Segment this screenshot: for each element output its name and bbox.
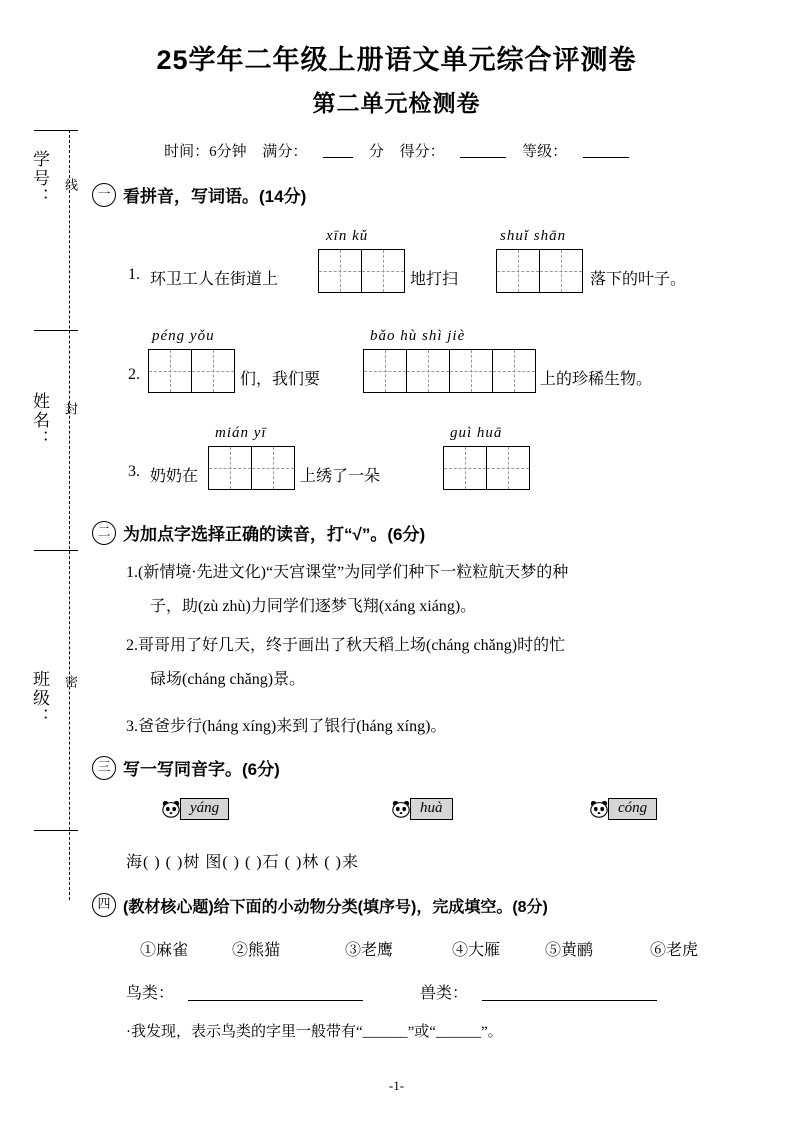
q4-bird-label: 鸟类： <box>126 985 175 1002</box>
tianzige-cell[interactable] <box>252 447 294 489</box>
time-label: 时间：6分钟 <box>164 144 247 160</box>
q1-row2-grid-2[interactable] <box>363 349 536 393</box>
panda-icon <box>390 799 412 819</box>
student-name-label: 姓名： <box>30 392 49 449</box>
section-heading-3 <box>92 755 280 780</box>
q1-row2-pinyin-2: bǎo hù shì jiè <box>370 328 466 344</box>
q1-row2-grid-1[interactable] <box>148 349 235 393</box>
q1-row3-mid: 上绣了一朵 <box>300 468 381 485</box>
tianzige-cell[interactable] <box>444 447 487 489</box>
q1-row2-tail: 上的珍稀生物。 <box>540 371 653 388</box>
section-title-1: 看拼音，写词语。(14分) <box>123 187 307 206</box>
q4-finding-line[interactable]: ·我发现，表示鸟类的字里一般带有“______”或“______”。 <box>126 1024 503 1040</box>
dashed-fold-line <box>69 130 70 900</box>
tianzige-cell[interactable] <box>407 350 450 392</box>
q1-row1-grid-2[interactable] <box>496 249 583 293</box>
score-label: 得分： <box>399 144 445 160</box>
q4-option-5: ⑤黄鹂 <box>545 942 594 959</box>
homophone-tag-3 <box>588 798 657 820</box>
tianzige-cell[interactable] <box>364 350 407 392</box>
q1-row1-pinyin-1: xīn kǔ <box>326 228 369 244</box>
margin-divider <box>34 550 78 551</box>
seal-char-xian: 线 <box>63 178 78 192</box>
tianzige-cell[interactable] <box>497 250 540 292</box>
page-subtitle: 第二单元检测卷 <box>312 90 481 116</box>
homophone-tag-1 <box>160 798 229 820</box>
section-heading-2 <box>92 520 425 545</box>
q1-row2-number: 2. <box>128 366 140 383</box>
section-title-2: 为加点字选择正确的读音，打“√”。(6分) <box>123 525 426 544</box>
q1-row1-tail: 落下的叶子。 <box>590 271 687 288</box>
q1-row3-grid-2[interactable] <box>443 446 530 490</box>
section-index-3: 三 <box>92 756 116 780</box>
section-heading-4 <box>92 893 548 917</box>
homophone-tag-1-text: yáng <box>180 798 229 820</box>
q4-beast-blank[interactable] <box>482 1000 657 1001</box>
tianzige-cell[interactable] <box>319 250 362 292</box>
panda-icon <box>588 799 610 819</box>
q1-row2-pinyin-1: péng yǒu <box>152 328 215 344</box>
student-id-label: 学号： <box>30 150 49 207</box>
tianzige-cell[interactable] <box>450 350 493 392</box>
margin-divider <box>34 330 78 331</box>
section-index-4: 四 <box>92 893 116 917</box>
tianzige-cell[interactable] <box>192 350 234 392</box>
score-blank[interactable] <box>460 142 506 158</box>
section-index-1: 一 <box>92 183 116 207</box>
homophone-tag-3-text: cóng <box>608 798 657 820</box>
q2-line-4: 碌场(cháng chǎng)景。 <box>150 671 306 688</box>
margin-divider <box>34 830 78 831</box>
margin-strip <box>22 130 82 900</box>
homophone-tag-2-text: huà <box>410 798 453 820</box>
panda-icon <box>160 799 182 819</box>
grade-blank[interactable] <box>583 142 629 158</box>
full-score-label: 满分： <box>262 144 308 160</box>
full-score-unit: 分 <box>368 144 384 160</box>
tianzige-cell[interactable] <box>209 447 252 489</box>
tianzige-cell[interactable] <box>487 447 529 489</box>
q1-row1-mid: 地打扫 <box>410 271 459 288</box>
q2-line-3: 2.哥哥用了好几天，终于画出了秋天稻上场(cháng chǎng)时的忙 <box>126 637 566 654</box>
q1-row1-pinyin-2: shuǐ shān <box>500 228 567 244</box>
seal-char-feng: 封 <box>63 402 78 416</box>
q4-option-6: ⑥老虎 <box>650 942 699 959</box>
tianzige-cell[interactable] <box>540 250 582 292</box>
section-heading-1 <box>92 182 306 207</box>
q4-option-2: ②熊猫 <box>232 942 281 959</box>
tianzige-cell[interactable] <box>493 350 535 392</box>
section-title-3: 写一写同音字。(6分) <box>123 760 280 779</box>
q4-option-3: ③老鹰 <box>345 942 394 959</box>
q1-row3-pinyin-2: guì huā <box>450 425 503 441</box>
q3-answer-line[interactable]: 海( ) ( )树 图( ) ( )石 ( )林 ( )来 <box>126 854 359 871</box>
tianzige-cell[interactable] <box>362 250 404 292</box>
q1-row3-grid-1[interactable] <box>208 446 295 490</box>
q1-row1-number: 1. <box>128 266 140 283</box>
margin-divider <box>34 130 78 131</box>
q1-row3-number: 3. <box>128 463 140 480</box>
q1-row1-grid-1[interactable] <box>318 249 405 293</box>
q2-line-2: 子，助(zù zhù)力同学们逐梦飞翔(xáng xiáng)。 <box>150 598 477 615</box>
q2-line-1: 1.(新情境·先进文化)“天宫课堂”为同学们种下一粒粒航天梦的种 <box>126 564 569 581</box>
page-number: -1- <box>388 1078 405 1093</box>
seal-char-mi: 密 <box>63 675 78 689</box>
q4-option-4: ④大雁 <box>452 942 501 959</box>
q4-option-1: ①麻雀 <box>140 942 189 959</box>
q4-bird-blank[interactable] <box>188 1000 363 1001</box>
section-index-2: 二 <box>92 521 116 545</box>
page-title: 25学年二年级上册语文单元综合评测卷 <box>156 45 637 75</box>
score-header <box>0 140 793 161</box>
section-title-4: (教材核心题)给下面的小动物分类(填序号)，完成填空。(8分) <box>123 898 548 916</box>
q4-beast-label: 兽类： <box>420 985 469 1002</box>
grade-label: 等级： <box>522 144 568 160</box>
q1-row1-lead: 环卫工人在街道上 <box>150 271 279 288</box>
q2-line-5: 3.爸爸步行(háng xíng)来到了银行(háng xíng)。 <box>126 718 447 735</box>
homophone-tag-2 <box>390 798 453 820</box>
q1-row3-pinyin-1: mián yī <box>215 425 267 441</box>
q1-row2-mid: 们，我们要 <box>240 371 321 388</box>
full-score-blank[interactable] <box>323 142 353 158</box>
class-label: 班级： <box>30 670 49 727</box>
tianzige-cell[interactable] <box>149 350 192 392</box>
q1-row3-lead: 奶奶在 <box>150 468 199 485</box>
